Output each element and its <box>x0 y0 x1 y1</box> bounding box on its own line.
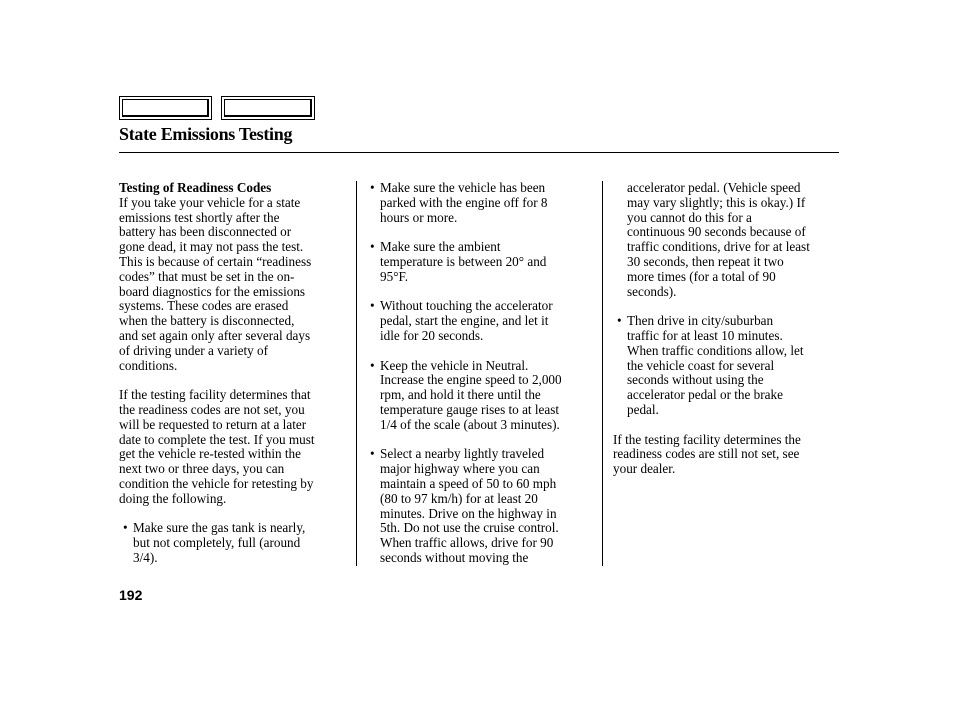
text-line: readiness codes are still not set, see <box>613 446 800 462</box>
page-title: State Emissions Testing <box>119 124 293 144</box>
text-line: If the testing facility determines that <box>119 387 311 403</box>
text-line: board diagnostics for the emissions <box>119 283 306 299</box>
text-line: pedal, start the engine, and let it <box>380 313 549 329</box>
text-line: continuous 90 seconds because of <box>627 224 806 240</box>
text-line: Select a nearby lightly traveled <box>380 446 545 462</box>
text-line: temperature gauge rises to at least <box>380 401 560 417</box>
text-line: 1/4 of the scale (about 3 minutes). <box>380 416 560 432</box>
text-line: Increase the engine speed to 2,000 <box>380 372 562 388</box>
text-line: 95°F. <box>380 268 409 284</box>
title-divider <box>119 152 839 153</box>
bullet-item-temperature <box>370 240 596 284</box>
text-line: seconds without moving the <box>380 549 529 565</box>
text-line: seconds without using the <box>627 372 764 388</box>
text-line: your dealer. <box>613 461 676 477</box>
text-line: accelerator pedal. (Vehicle speed <box>627 180 801 195</box>
bullet-icon: • <box>123 520 128 536</box>
text-line: gone dead, it may not pass the test. <box>119 239 304 255</box>
text-line: Keep the vehicle in Neutral. <box>380 357 529 373</box>
bullet-continuation <box>613 181 843 299</box>
text-column-1 <box>119 181 349 566</box>
text-line: emissions test shortly after the <box>119 209 280 225</box>
text-line: (80 to 97 km/h) for at least 20 <box>380 490 538 506</box>
bullet-icon: • <box>370 180 375 195</box>
bullet-icon: • <box>370 357 375 373</box>
text-line: temperature is between 20° and <box>380 253 547 269</box>
text-line: battery has been disconnected or <box>119 224 292 240</box>
text-line: next two or three days, you can <box>119 461 285 477</box>
text-line: 30 seconds, then repeat it two <box>627 253 784 269</box>
text-line: Then drive in city/suburban <box>627 313 774 329</box>
text-line: maintain a speed of 50 to 60 mph <box>380 475 557 491</box>
bullet-icon: • <box>617 313 622 329</box>
subheading: Testing of Readiness Codes <box>119 180 272 195</box>
text-line: minutes. Drive on the highway in <box>380 505 557 521</box>
text-line: but not completely, full (around <box>133 535 301 551</box>
text-line: traffic conditions, drive for at least <box>627 239 810 255</box>
retest-paragraph <box>119 388 349 506</box>
text-line: condition the vehicle for retesting by <box>119 475 314 491</box>
text-line: Make sure the gas tank is nearly, <box>133 520 306 536</box>
section-tab-box <box>221 96 315 120</box>
text-line: Make sure the vehicle has been <box>380 180 546 195</box>
text-line: and set again only after several days <box>119 327 311 343</box>
text-line: you cannot do this for a <box>627 209 752 225</box>
section-tab-box <box>119 96 212 120</box>
bullet-item-neutral <box>370 359 596 433</box>
text-line: accelerator pedal or the brake <box>627 387 783 403</box>
text-line: hours or more. <box>380 209 458 225</box>
bullet-icon: • <box>370 239 375 255</box>
text-line: pedal. <box>627 401 659 417</box>
intro-paragraph <box>119 196 349 374</box>
text-line: seconds). <box>627 283 677 299</box>
text-line: 5th. Do not use the cruise control. <box>380 520 559 536</box>
bullet-item-highway <box>370 447 596 565</box>
text-column-3 <box>613 181 843 477</box>
bullet-item-parked <box>370 181 596 225</box>
text-line: of driving under a variety of <box>119 342 269 358</box>
text-line: more times (for a total of 90 <box>627 268 776 284</box>
text-line: the vehicle coast for several <box>627 357 775 373</box>
closing-paragraph <box>613 433 843 477</box>
text-line: doing the following. <box>119 490 227 506</box>
text-line: When traffic conditions allow, let <box>627 342 804 358</box>
text-line: Make sure the ambient <box>380 239 501 255</box>
bullet-item-idle <box>370 299 596 343</box>
text-line: major highway where you can <box>380 461 540 477</box>
page-number: 192 <box>119 587 143 603</box>
text-line: traffic for at least 10 minutes. <box>627 327 783 343</box>
text-line: Without touching the accelerator <box>380 298 553 314</box>
text-line: when the battery is disconnected, <box>119 313 295 329</box>
bullet-item-city-driving <box>617 314 843 418</box>
text-line: When traffic allows, drive for 90 <box>380 535 554 551</box>
text-line: If the testing facility determines the <box>613 431 801 447</box>
text-line: systems. These codes are erased <box>119 298 289 314</box>
text-line: rpm, and hold it there until the <box>380 387 541 403</box>
text-line: conditions. <box>119 357 178 373</box>
text-line: the readiness codes are not set, you <box>119 401 305 417</box>
text-line: idle for 20 seconds. <box>380 327 484 343</box>
bullet-icon: • <box>370 446 375 462</box>
column-divider <box>602 181 603 566</box>
text-line: will be requested to return at a later <box>119 416 307 432</box>
bullet-item-gas-tank <box>123 521 349 565</box>
text-line: This is because of certain “readiness <box>119 253 312 269</box>
text-line: get the vehicle re-tested within the <box>119 446 301 462</box>
column-divider <box>356 181 357 566</box>
text-line: codes” that must be set in the on- <box>119 268 295 284</box>
text-line: 3/4). <box>133 549 158 565</box>
text-column-2 <box>370 181 596 566</box>
text-line: date to complete the test. If you must <box>119 431 315 447</box>
text-line: If you take your vehicle for a state <box>119 194 301 210</box>
bullet-icon: • <box>370 298 375 314</box>
text-line: parked with the engine off for 8 <box>380 194 548 210</box>
text-line: may vary slightly; this is okay.) If <box>627 194 806 210</box>
